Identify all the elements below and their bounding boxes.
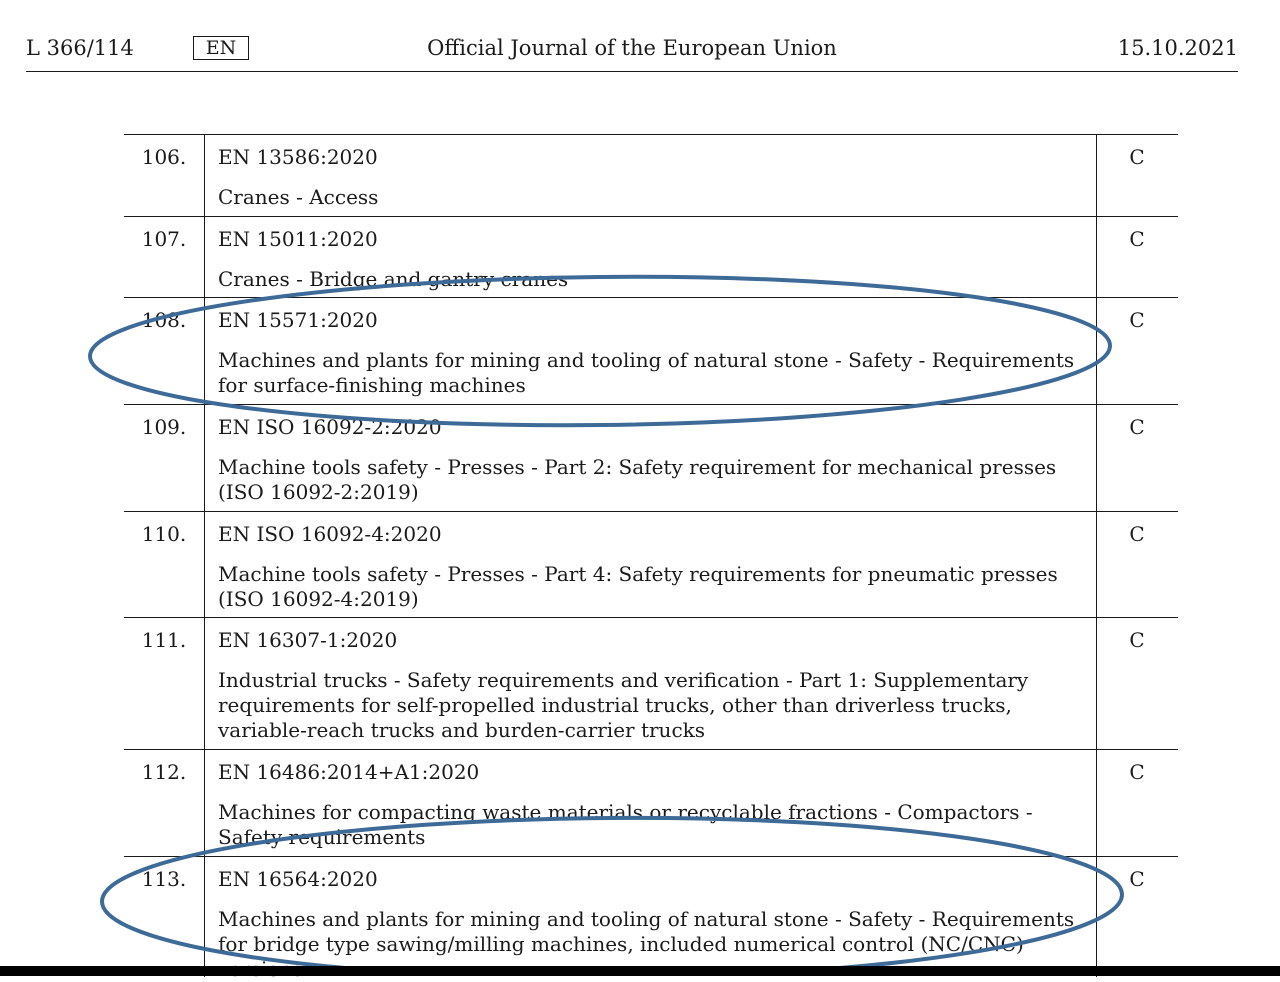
- column-divider: [204, 857, 205, 977]
- standard-code: EN 16564:2020: [218, 867, 378, 891]
- table-row-highlighted: [124, 298, 1178, 405]
- table-row: [124, 135, 1178, 217]
- category-code: C: [1129, 308, 1145, 332]
- category-code: C: [1129, 145, 1145, 169]
- standard-code: EN 13586:2020: [218, 145, 378, 169]
- row-content: [218, 415, 1088, 505]
- row-number: 111.: [141, 628, 187, 652]
- row-content: [218, 145, 1088, 210]
- column-divider: [204, 217, 205, 297]
- standard-code: EN ISO 16092-2:2020: [218, 415, 442, 439]
- row-number: 107.: [141, 227, 187, 251]
- standard-title: Cranes - Access: [218, 185, 379, 209]
- journal-header: [0, 0, 1280, 72]
- row-content: [218, 227, 1088, 292]
- category-code: C: [1129, 227, 1145, 251]
- row-number: 106.: [141, 145, 187, 169]
- standard-code: EN 15011:2020: [218, 227, 378, 251]
- row-content: [218, 628, 1088, 743]
- column-divider: [204, 298, 205, 404]
- standard-title: Machine tools safety - Presses - Part 2: Safety requirement for mechanical presses (ISO 16092-2:2019): [218, 455, 1057, 504]
- standard-code: EN 16486:2014+A1:2020: [218, 760, 480, 784]
- row-content: [218, 867, 1088, 982]
- column-divider: [204, 618, 205, 749]
- journal-title: Official Journal of the European Union: [427, 36, 837, 60]
- category-code: C: [1129, 760, 1145, 784]
- standard-title: Machines for compacting waste materials or recyclable fractions - Compactors - Safety requirements: [218, 800, 1033, 849]
- standards-table: [124, 134, 1178, 977]
- standard-title: Machines and plants for mining and tooling of natural stone - Safety - Requirements for surface-finishing machines: [218, 348, 1075, 397]
- column-divider: [204, 135, 205, 216]
- category-code: C: [1129, 867, 1145, 891]
- table-row: [124, 618, 1178, 750]
- table-row: [124, 217, 1178, 298]
- table-row-highlighted: [124, 857, 1178, 977]
- standard-code: EN 16307-1:2020: [218, 628, 398, 652]
- column-divider: [204, 405, 205, 511]
- category-code: C: [1129, 522, 1145, 546]
- row-content: [218, 760, 1088, 850]
- table-row: [124, 512, 1178, 618]
- page-reference: L 366/114: [26, 36, 134, 60]
- language-badge: EN: [193, 36, 249, 60]
- bottom-crop-bar: [0, 966, 1280, 976]
- column-divider: [204, 750, 205, 856]
- standard-title: Machines and plants for mining and tooling of natural stone - Safety - Requirements for bridge type sawing/milling machines, included numerical control (NC/CNC): [218, 907, 1075, 956]
- category-code: C: [1129, 415, 1145, 439]
- table-row: [124, 405, 1178, 512]
- row-number: 113.: [141, 867, 187, 891]
- standard-code: EN 15571:2020: [218, 308, 378, 332]
- row-content: [218, 308, 1088, 398]
- row-number: 108.: [141, 308, 187, 332]
- row-number: 112.: [141, 760, 187, 784]
- standard-title: Machine tools safety - Presses - Part 4: Safety requirements for pneumatic presses (ISO 16092-4:2019): [218, 562, 1058, 611]
- standard-title: Industrial trucks - Safety requirements and verification - Part 1: Supplementary requirements for self-propelled industrial trucks, other than driverless trucks, variable-reach trucks and burden-carrier trucks: [218, 668, 1029, 742]
- row-number: 110.: [141, 522, 187, 546]
- row-content: [218, 522, 1088, 612]
- header-rule: [26, 71, 1238, 72]
- column-divider: [204, 512, 205, 617]
- publication-date: 15.10.2021: [1117, 36, 1238, 60]
- table-row: [124, 750, 1178, 857]
- category-code: C: [1129, 628, 1145, 652]
- standard-code: EN ISO 16092-4:2020: [218, 522, 442, 546]
- standard-title: Cranes - Bridge and gantry cranes: [218, 267, 569, 291]
- row-number: 109.: [141, 415, 187, 439]
